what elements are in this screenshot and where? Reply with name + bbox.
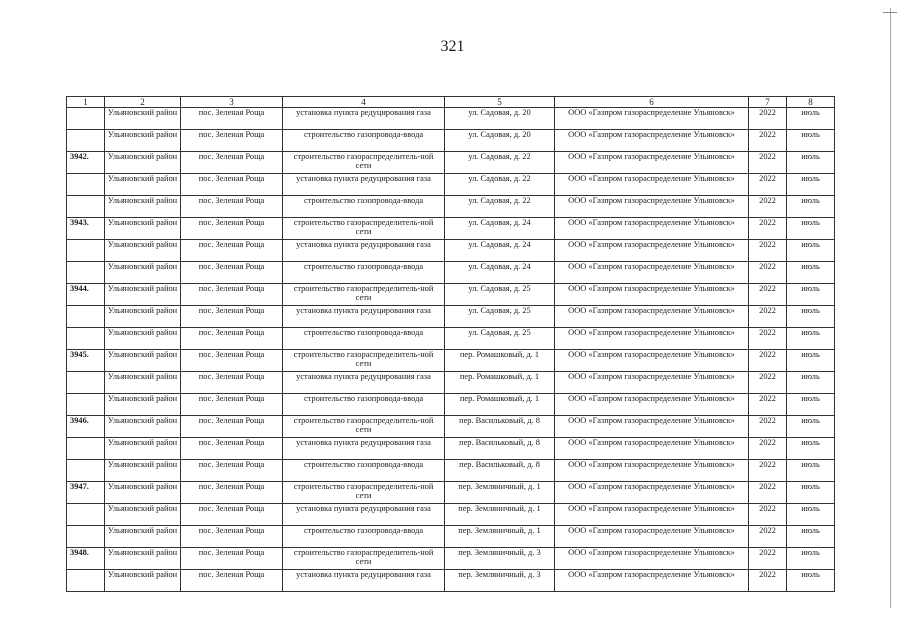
district-cell: Ульяновский район	[105, 152, 181, 174]
work-type-cell: строительство газопровода-ввода	[283, 526, 445, 548]
year-cell: 2022	[749, 108, 787, 130]
work-type-cell: установка пункта редуцирования газа	[283, 306, 445, 328]
table-row	[67, 218, 835, 240]
infrastructure-table	[66, 96, 835, 592]
month-cell: июль	[787, 196, 835, 218]
header-col-2: 2	[105, 97, 181, 108]
district-cell: Ульяновский район	[105, 482, 181, 504]
work-type-cell: установка пункта редуцирования газа	[283, 570, 445, 592]
organization-cell: ООО «Газпром газораспределение Ульяновск»	[555, 240, 749, 262]
year-cell: 2022	[749, 306, 787, 328]
month-cell: июль	[787, 394, 835, 416]
year-cell: 2022	[749, 416, 787, 438]
month-cell: июль	[787, 174, 835, 196]
work-type-cell: строительство газораспределитель-ной сети	[283, 350, 445, 372]
address-cell: ул. Садовая, д. 25	[445, 306, 555, 328]
year-cell: 2022	[749, 152, 787, 174]
settlement-cell: пос. Зеленая Роща	[181, 548, 283, 570]
organization-cell: ООО «Газпром газораспределение Ульяновск»	[555, 350, 749, 372]
address-cell: ул. Садовая, д. 22	[445, 196, 555, 218]
settlement-cell: пос. Зеленая Роща	[181, 394, 283, 416]
row-number-cell	[67, 240, 105, 262]
row-number-cell: 3947.	[67, 482, 105, 504]
page-number: 321	[440, 38, 465, 55]
district-cell: Ульяновский район	[105, 108, 181, 130]
table-row	[67, 152, 835, 174]
organization-cell: ООО «Газпром газораспределение Ульяновск»	[555, 570, 749, 592]
year-cell: 2022	[749, 218, 787, 240]
settlement-cell: пос. Зеленая Роща	[181, 416, 283, 438]
year-cell: 2022	[749, 350, 787, 372]
district-cell: Ульяновский район	[105, 306, 181, 328]
organization-cell: ООО «Газпром газораспределение Ульяновск»	[555, 460, 749, 482]
district-cell: Ульяновский район	[105, 570, 181, 592]
row-number-cell	[67, 526, 105, 548]
row-number-cell	[67, 262, 105, 284]
table-row	[67, 438, 835, 460]
address-cell: ул. Садовая, д. 20	[445, 108, 555, 130]
table-row	[67, 196, 835, 218]
organization-cell: ООО «Газпром газораспределение Ульяновск»	[555, 394, 749, 416]
table-row	[67, 130, 835, 152]
year-cell: 2022	[749, 526, 787, 548]
year-cell: 2022	[749, 548, 787, 570]
table-row	[67, 394, 835, 416]
address-cell: ул. Садовая, д. 24	[445, 262, 555, 284]
month-cell: июль	[787, 350, 835, 372]
address-cell: пер. Земляничный, д. 1	[445, 482, 555, 504]
district-cell: Ульяновский район	[105, 174, 181, 196]
work-type-cell: строительство газораспределитель-ной сети	[283, 416, 445, 438]
work-type-cell: установка пункта редуцирования газа	[283, 504, 445, 526]
address-cell: пер. Земляничный, д. 1	[445, 526, 555, 548]
row-number-cell: 3943.	[67, 218, 105, 240]
page-corner-mark	[883, 12, 897, 15]
district-cell: Ульяновский район	[105, 372, 181, 394]
settlement-cell: пос. Зеленая Роща	[181, 284, 283, 306]
settlement-cell: пос. Зеленая Роща	[181, 130, 283, 152]
address-cell: пер. Васильковый, д. 8	[445, 460, 555, 482]
settlement-cell: пос. Зеленая Роща	[181, 108, 283, 130]
settlement-cell: пос. Зеленая Роща	[181, 482, 283, 504]
organization-cell: ООО «Газпром газораспределение Ульяновск»	[555, 372, 749, 394]
organization-cell: ООО «Газпром газораспределение Ульяновск»	[555, 218, 749, 240]
organization-cell: ООО «Газпром газораспределение Ульяновск»	[555, 284, 749, 306]
table-row	[67, 570, 835, 592]
row-number-cell	[67, 438, 105, 460]
month-cell: июль	[787, 152, 835, 174]
year-cell: 2022	[749, 130, 787, 152]
month-cell: июль	[787, 130, 835, 152]
page-edge-line	[890, 8, 891, 608]
organization-cell: ООО «Газпром газораспределение Ульяновск»	[555, 108, 749, 130]
organization-cell: ООО «Газпром газораспределение Ульяновск»	[555, 130, 749, 152]
organization-cell: ООО «Газпром газораспределение Ульяновск»	[555, 328, 749, 350]
organization-cell: ООО «Газпром газораспределение Ульяновск»	[555, 438, 749, 460]
settlement-cell: пос. Зеленая Роща	[181, 240, 283, 262]
month-cell: июль	[787, 438, 835, 460]
work-type-cell: установка пункта редуцирования газа	[283, 438, 445, 460]
year-cell: 2022	[749, 570, 787, 592]
month-cell: июль	[787, 306, 835, 328]
table-row	[67, 240, 835, 262]
table-row	[67, 306, 835, 328]
settlement-cell: пос. Зеленая Роща	[181, 328, 283, 350]
row-number-cell	[67, 174, 105, 196]
work-type-cell: строительство газораспределитель-ной сети	[283, 218, 445, 240]
row-number-cell: 3946.	[67, 416, 105, 438]
settlement-cell: пос. Зеленая Роща	[181, 152, 283, 174]
work-type-cell: установка пункта редуцирования газа	[283, 174, 445, 196]
month-cell: июль	[787, 416, 835, 438]
row-number-cell	[67, 372, 105, 394]
work-type-cell: строительство газораспределитель-ной сети	[283, 152, 445, 174]
table-row	[67, 174, 835, 196]
table-row	[67, 350, 835, 372]
settlement-cell: пос. Зеленая Роща	[181, 460, 283, 482]
row-number-cell: 3948.	[67, 548, 105, 570]
address-cell: пер. Васильковый, д. 8	[445, 438, 555, 460]
month-cell: июль	[787, 526, 835, 548]
year-cell: 2022	[749, 328, 787, 350]
address-cell: ул. Садовая, д. 24	[445, 218, 555, 240]
table-row	[67, 416, 835, 438]
district-cell: Ульяновский район	[105, 240, 181, 262]
month-cell: июль	[787, 460, 835, 482]
settlement-cell: пос. Зеленая Роща	[181, 438, 283, 460]
settlement-cell: пос. Зеленая Роща	[181, 306, 283, 328]
district-cell: Ульяновский район	[105, 328, 181, 350]
table-row	[67, 328, 835, 350]
year-cell: 2022	[749, 262, 787, 284]
address-cell: пер. Земляничный, д. 3	[445, 570, 555, 592]
year-cell: 2022	[749, 394, 787, 416]
address-cell: ул. Садовая, д. 20	[445, 130, 555, 152]
settlement-cell: пос. Зеленая Роща	[181, 504, 283, 526]
district-cell: Ульяновский район	[105, 438, 181, 460]
header-col-5: 5	[445, 97, 555, 108]
year-cell: 2022	[749, 372, 787, 394]
year-cell: 2022	[749, 438, 787, 460]
work-type-cell: строительство газопровода-ввода	[283, 328, 445, 350]
table-row	[67, 548, 835, 570]
district-cell: Ульяновский район	[105, 416, 181, 438]
address-cell: пер. Земляничный, д. 1	[445, 504, 555, 526]
address-cell: ул. Садовая, д. 24	[445, 240, 555, 262]
district-cell: Ульяновский район	[105, 218, 181, 240]
work-type-cell: установка пункта редуцирования газа	[283, 372, 445, 394]
header-col-4: 4	[283, 97, 445, 108]
organization-cell: ООО «Газпром газораспределение Ульяновск»	[555, 416, 749, 438]
district-cell: Ульяновский район	[105, 262, 181, 284]
row-number-cell	[67, 570, 105, 592]
work-type-cell: строительство газопровода-ввода	[283, 394, 445, 416]
work-type-cell: строительство газораспределитель-ной сети	[283, 482, 445, 504]
row-number-cell	[67, 108, 105, 130]
row-number-cell	[67, 504, 105, 526]
address-cell: пер. Ромашковый, д. 1	[445, 372, 555, 394]
row-number-cell	[67, 130, 105, 152]
settlement-cell: пос. Зеленая Роща	[181, 196, 283, 218]
table-header-row	[67, 97, 835, 108]
work-type-cell: строительство газопровода-ввода	[283, 262, 445, 284]
work-type-cell: установка пункта редуцирования газа	[283, 240, 445, 262]
row-number-cell	[67, 328, 105, 350]
work-type-cell: строительство газопровода-ввода	[283, 460, 445, 482]
month-cell: июль	[787, 482, 835, 504]
header-col-8: 8	[787, 97, 835, 108]
district-cell: Ульяновский район	[105, 460, 181, 482]
work-type-cell: строительство газопровода-ввода	[283, 130, 445, 152]
work-type-cell: строительство газораспределитель-ной сети	[283, 548, 445, 570]
table-row	[67, 262, 835, 284]
organization-cell: ООО «Газпром газораспределение Ульяновск»	[555, 152, 749, 174]
header-col-7: 7	[749, 97, 787, 108]
organization-cell: ООО «Газпром газораспределение Ульяновск»	[555, 196, 749, 218]
table-body	[67, 108, 835, 592]
table-row	[67, 482, 835, 504]
settlement-cell: пос. Зеленая Роща	[181, 174, 283, 196]
table-row	[67, 504, 835, 526]
address-cell: пер. Ромашковый, д. 1	[445, 394, 555, 416]
header-col-6: 6	[555, 97, 749, 108]
address-cell: ул. Садовая, д. 22	[445, 152, 555, 174]
district-cell: Ульяновский район	[105, 350, 181, 372]
settlement-cell: пос. Зеленая Роща	[181, 526, 283, 548]
settlement-cell: пос. Зеленая Роща	[181, 570, 283, 592]
month-cell: июль	[787, 108, 835, 130]
table-row	[67, 284, 835, 306]
table-row	[67, 526, 835, 548]
month-cell: июль	[787, 570, 835, 592]
work-type-cell: строительство газораспределитель-ной сети	[283, 284, 445, 306]
address-cell: ул. Садовая, д. 22	[445, 174, 555, 196]
work-type-cell: строительство газопровода-ввода	[283, 196, 445, 218]
month-cell: июль	[787, 504, 835, 526]
address-cell: ул. Садовая, д. 25	[445, 284, 555, 306]
year-cell: 2022	[749, 284, 787, 306]
row-number-cell	[67, 196, 105, 218]
year-cell: 2022	[749, 240, 787, 262]
settlement-cell: пос. Зеленая Роща	[181, 218, 283, 240]
year-cell: 2022	[749, 460, 787, 482]
header-col-1: 1	[67, 97, 105, 108]
table-row	[67, 372, 835, 394]
district-cell: Ульяновский район	[105, 526, 181, 548]
month-cell: июль	[787, 218, 835, 240]
work-type-cell: установка пункта редуцирования газа	[283, 108, 445, 130]
organization-cell: ООО «Газпром газораспределение Ульяновск»	[555, 548, 749, 570]
row-number-cell	[67, 394, 105, 416]
district-cell: Ульяновский район	[105, 394, 181, 416]
row-number-cell	[67, 460, 105, 482]
table-row	[67, 108, 835, 130]
month-cell: июль	[787, 284, 835, 306]
settlement-cell: пос. Зеленая Роща	[181, 262, 283, 284]
year-cell: 2022	[749, 482, 787, 504]
month-cell: июль	[787, 328, 835, 350]
address-cell: пер. Васильковый, д. 8	[445, 416, 555, 438]
row-number-cell: 3942.	[67, 152, 105, 174]
year-cell: 2022	[749, 174, 787, 196]
organization-cell: ООО «Газпром газораспределение Ульяновск»	[555, 174, 749, 196]
address-cell: пер. Земляничный, д. 3	[445, 548, 555, 570]
year-cell: 2022	[749, 196, 787, 218]
organization-cell: ООО «Газпром газораспределение Ульяновск»	[555, 526, 749, 548]
month-cell: июль	[787, 372, 835, 394]
month-cell: июль	[787, 548, 835, 570]
row-number-cell: 3945.	[67, 350, 105, 372]
table-row	[67, 460, 835, 482]
organization-cell: ООО «Газпром газораспределение Ульяновск»	[555, 262, 749, 284]
settlement-cell: пос. Зеленая Роща	[181, 350, 283, 372]
year-cell: 2022	[749, 504, 787, 526]
settlement-cell: пос. Зеленая Роща	[181, 372, 283, 394]
district-cell: Ульяновский район	[105, 284, 181, 306]
row-number-cell	[67, 306, 105, 328]
district-cell: Ульяновский район	[105, 504, 181, 526]
district-cell: Ульяновский район	[105, 548, 181, 570]
address-cell: ул. Садовая, д. 25	[445, 328, 555, 350]
month-cell: июль	[787, 240, 835, 262]
district-cell: Ульяновский район	[105, 196, 181, 218]
address-cell: пер. Ромашковый, д. 1	[445, 350, 555, 372]
organization-cell: ООО «Газпром газораспределение Ульяновск»	[555, 482, 749, 504]
header-col-3: 3	[181, 97, 283, 108]
organization-cell: ООО «Газпром газораспределение Ульяновск»	[555, 306, 749, 328]
row-number-cell: 3944.	[67, 284, 105, 306]
month-cell: июль	[787, 262, 835, 284]
district-cell: Ульяновский район	[105, 130, 181, 152]
organization-cell: ООО «Газпром газораспределение Ульяновск»	[555, 504, 749, 526]
